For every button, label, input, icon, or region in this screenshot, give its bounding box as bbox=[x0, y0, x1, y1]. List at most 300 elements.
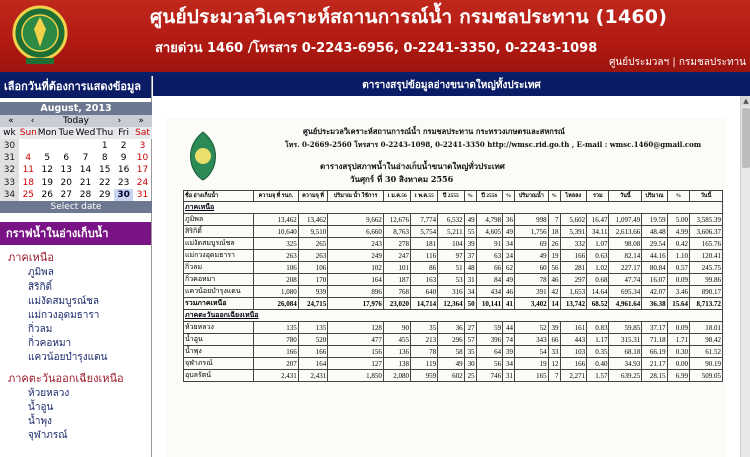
table-cell: 90.19 bbox=[690, 358, 723, 370]
week-number: 33 bbox=[0, 177, 19, 189]
table-cell: 24 bbox=[503, 250, 515, 262]
main-heading: ตารางสรุปข้อมูลอ่างขนาดใหญ่ทั้งประเทศ bbox=[153, 76, 750, 96]
table-cell: 164 bbox=[328, 274, 384, 286]
table-cell: 18.01 bbox=[690, 322, 723, 334]
table-cell: 106 bbox=[298, 262, 328, 274]
calendar-day[interactable]: 18 bbox=[22, 177, 35, 188]
calendar-day[interactable]: 26 bbox=[41, 190, 53, 201]
table-cell: 29.54 bbox=[642, 238, 667, 250]
table-cell: 12 bbox=[548, 358, 560, 370]
calendar-footer: Select date bbox=[0, 201, 152, 213]
table-cell: 106 bbox=[253, 262, 298, 274]
table-cell: 120.41 bbox=[690, 250, 723, 262]
table-cell: 39 bbox=[464, 238, 476, 250]
table-cell: 103 bbox=[560, 346, 587, 358]
table-cell: 227.17 bbox=[609, 262, 642, 274]
table-cell: 1.02 bbox=[587, 262, 609, 274]
table-cell: 51 bbox=[438, 262, 465, 274]
table-cell: 998 bbox=[515, 214, 549, 226]
table-cell: 135 bbox=[253, 322, 298, 334]
calendar-month-title: August, 2013 bbox=[0, 102, 152, 115]
reservoir-name: กิ่วลม bbox=[184, 262, 254, 274]
table-cell: 28.15 bbox=[642, 370, 667, 382]
calendar-day[interactable]: 31 bbox=[136, 190, 149, 201]
calendar-day[interactable]: 30 bbox=[114, 189, 133, 201]
calendar-day[interactable]: 27 bbox=[60, 190, 72, 201]
weekday-header: Sun bbox=[19, 128, 37, 139]
table-cell: 170 bbox=[298, 274, 328, 286]
calendar-day[interactable]: 2 bbox=[120, 140, 127, 151]
table-cell: 136 bbox=[383, 346, 410, 358]
table-cell: 35 bbox=[464, 346, 476, 358]
calendar-day[interactable]: 16 bbox=[117, 165, 130, 176]
table-cell: 80.84 bbox=[642, 262, 667, 274]
table-cell: 34 bbox=[503, 358, 515, 370]
calendar-day[interactable]: 19 bbox=[41, 177, 53, 188]
table-cell: 768 bbox=[383, 286, 410, 298]
table-cell: 30 bbox=[464, 358, 476, 370]
next-year-button[interactable]: » bbox=[138, 116, 144, 126]
table-cell: 959 bbox=[411, 370, 438, 382]
table-cell: 102 bbox=[328, 262, 384, 274]
table-cell: 7 bbox=[548, 370, 560, 382]
reservoir-name: รวมภาคเหนือ bbox=[184, 298, 254, 310]
column-header: ความจุ ที่ bbox=[298, 191, 328, 202]
calendar-day[interactable]: 14 bbox=[79, 165, 92, 176]
table-cell: 34.11 bbox=[587, 226, 609, 238]
report-document bbox=[165, 118, 725, 457]
table-row bbox=[184, 358, 723, 370]
table-cell: 53 bbox=[438, 274, 465, 286]
column-header: ชื่อ อ่างเก็บน้ำ bbox=[184, 191, 254, 202]
table-cell: 49 bbox=[503, 226, 515, 238]
table-cell: 46 bbox=[503, 286, 515, 298]
reservoir-table bbox=[183, 190, 723, 382]
calendar-day[interactable]: 22 bbox=[99, 177, 111, 188]
table-cell: 0.09 bbox=[667, 322, 689, 334]
calendar-day[interactable]: 23 bbox=[117, 177, 130, 188]
table-cell: 42.07 bbox=[642, 286, 667, 298]
week-number: 34 bbox=[0, 189, 19, 201]
table-cell: 163 bbox=[411, 274, 438, 286]
reservoir-name: จุฬาภรณ์ bbox=[184, 358, 254, 370]
table-cell: 63 bbox=[476, 250, 503, 262]
weekday-header: Wed bbox=[75, 128, 96, 139]
table-cell: 278 bbox=[383, 238, 410, 250]
dam-link[interactable]: สิริกิติ์ bbox=[28, 281, 53, 293]
table-cell: 44.16 bbox=[642, 250, 667, 262]
region-heading: ภาคตะวันออกเฉียงเหนือ bbox=[8, 371, 124, 385]
table-cell: 16.47 bbox=[587, 214, 609, 226]
table-cell: 161 bbox=[560, 322, 587, 334]
table-cell: 520 bbox=[298, 334, 328, 346]
table-cell: 33 bbox=[548, 346, 560, 358]
dam-link[interactable]: แม่งัดสมบูรณ์ชล bbox=[28, 295, 100, 307]
table-cell: 56 bbox=[548, 262, 560, 274]
table-cell: 3.46 bbox=[667, 286, 689, 298]
calendar-day[interactable]: 17 bbox=[136, 165, 149, 176]
table-cell: 1.71 bbox=[667, 334, 689, 346]
column-header: ปี 2556 bbox=[476, 191, 503, 202]
dam-link[interactable]: แม่กวงอุดมธารา bbox=[28, 309, 100, 321]
table-cell: 60 bbox=[515, 262, 549, 274]
table-row bbox=[184, 250, 723, 262]
table-cell: 49 bbox=[515, 250, 549, 262]
reservoir-name: แม่กวงอุดมธารา bbox=[184, 250, 254, 262]
table-cell: 78 bbox=[411, 346, 438, 358]
table-cell: 7 bbox=[548, 214, 560, 226]
table-cell: 68.52 bbox=[587, 298, 609, 310]
calendar-day[interactable]: 3 bbox=[139, 140, 146, 151]
table-cell: 54 bbox=[515, 346, 549, 358]
table-cell: 9,510 bbox=[298, 226, 328, 238]
table-cell: 97 bbox=[438, 250, 465, 262]
table-cell: 316 bbox=[438, 286, 465, 298]
table-cell: 249 bbox=[328, 250, 384, 262]
calendar-day[interactable]: 12 bbox=[41, 165, 53, 176]
table-cell: 477 bbox=[328, 334, 384, 346]
table-cell: 69 bbox=[515, 238, 549, 250]
region-list bbox=[0, 248, 151, 443]
date-heading: เลือกวันที่ต้องการแสดงข้อมูล bbox=[0, 76, 151, 98]
calendar-day[interactable]: 20 bbox=[60, 177, 72, 188]
calendar-day[interactable]: 11 bbox=[22, 165, 35, 176]
column-header: % bbox=[667, 191, 689, 202]
table-cell: 181 bbox=[411, 238, 438, 250]
weekday-header: Sat bbox=[133, 127, 152, 139]
table-cell: 780 bbox=[253, 334, 298, 346]
table-cell: 391 bbox=[515, 286, 549, 298]
dam-link[interactable]: กิ่วลม bbox=[28, 324, 53, 336]
table-cell: 165.76 bbox=[690, 238, 723, 250]
table-cell: 71.18 bbox=[642, 334, 667, 346]
column-header: ปริมาณ bbox=[642, 191, 667, 202]
table-cell: 14.64 bbox=[587, 286, 609, 298]
today-button[interactable]: Today bbox=[62, 116, 90, 126]
table-cell: 18 bbox=[548, 226, 560, 238]
table-cell: 5,602 bbox=[560, 214, 587, 226]
reservoir-name: สิริกิติ์ bbox=[184, 226, 254, 238]
table-cell: 0.83 bbox=[587, 322, 609, 334]
table-cell: 48 bbox=[464, 262, 476, 274]
table-cell: 135 bbox=[298, 322, 328, 334]
table-cell: 82.14 bbox=[609, 250, 642, 262]
prev-year-button[interactable]: « bbox=[8, 116, 14, 126]
reservoir-name: อุบลรัตน์ bbox=[184, 370, 254, 382]
reservoir-name: ห้วยหลวง bbox=[184, 322, 254, 334]
calendar-day bbox=[57, 139, 76, 151]
calendar-day[interactable]: 5 bbox=[44, 152, 51, 163]
dam-link[interactable]: น้ำอูน bbox=[28, 401, 54, 413]
table-cell: 47.74 bbox=[609, 274, 642, 286]
table-cell: 1.07 bbox=[587, 238, 609, 250]
table-cell: 52 bbox=[515, 322, 549, 334]
table-cell: 5,391 bbox=[560, 226, 587, 238]
table-cell: 164 bbox=[298, 358, 328, 370]
table-cell: 27 bbox=[464, 322, 476, 334]
rid-emblem-icon bbox=[185, 130, 221, 182]
total-row bbox=[184, 298, 723, 310]
table-cell: 90 bbox=[383, 322, 410, 334]
calendar-day[interactable]: 21 bbox=[79, 177, 92, 188]
table-cell: 49 bbox=[503, 274, 515, 286]
table-cell: 2,271 bbox=[560, 370, 587, 382]
section-label: ภาคเหนือ bbox=[184, 202, 723, 214]
table-cell: 5,211 bbox=[438, 226, 465, 238]
table-cell: 9,662 bbox=[328, 214, 384, 226]
table-row bbox=[184, 286, 723, 298]
calendar-week bbox=[0, 139, 152, 151]
table-cell: 455 bbox=[383, 334, 410, 346]
column-header: ไหลลง bbox=[560, 191, 587, 202]
table-cell: 325 bbox=[253, 238, 298, 250]
table-cell: 36.38 bbox=[642, 298, 667, 310]
table-row bbox=[184, 238, 723, 250]
calendar-day[interactable]: 9 bbox=[120, 152, 127, 163]
column-header: ความจุ ที่ รนก. bbox=[253, 191, 298, 202]
table-cell: 2,613.66 bbox=[609, 226, 642, 238]
table-cell: 8,763 bbox=[383, 226, 410, 238]
weekday-header: Mon bbox=[37, 128, 57, 139]
page-title: ศูนย์ประมวลวิเคราะห์สถานการณ์น้ำ กรมชลประทาน (1460) bbox=[150, 6, 668, 28]
table-cell: 59 bbox=[476, 322, 503, 334]
table-cell: 0.35 bbox=[587, 346, 609, 358]
weekday-header: Tue bbox=[58, 128, 74, 139]
table-cell: 98.42 bbox=[690, 334, 723, 346]
table-cell: 98.08 bbox=[609, 238, 642, 250]
table-cell: 37.17 bbox=[642, 322, 667, 334]
week-number: 31 bbox=[0, 152, 19, 164]
table-cell: 746 bbox=[476, 370, 503, 382]
reservoir-name: แควน้อยบำรุงแดน bbox=[184, 286, 254, 298]
section-row bbox=[184, 310, 723, 322]
table-cell: 66 bbox=[548, 334, 560, 346]
table-cell: 896 bbox=[328, 286, 384, 298]
doc-org-line: ศูนย์ประมวลวิเคราะห์สถานการณ์น้ำ กรมชลประทาน กระทรวงเกษตรและสหกรณ์ bbox=[303, 127, 565, 136]
column-header: % bbox=[503, 191, 515, 202]
table-cell: 0.40 bbox=[587, 358, 609, 370]
table-cell: 119 bbox=[411, 358, 438, 370]
table-cell: 49 bbox=[438, 358, 465, 370]
table-cell: 49 bbox=[464, 214, 476, 226]
graph-heading: กราฟน้ำในอ่างเก็บน้ำ bbox=[0, 222, 151, 245]
table-cell: 5.00 bbox=[667, 214, 689, 226]
next-month-button[interactable]: › bbox=[117, 116, 122, 126]
table-cell: 2,431 bbox=[298, 370, 328, 382]
calendar-day[interactable]: 8 bbox=[101, 152, 108, 163]
table-cell: 31 bbox=[464, 274, 476, 286]
table-cell: 84 bbox=[476, 274, 503, 286]
table-row bbox=[184, 274, 723, 286]
table-cell: 25 bbox=[464, 370, 476, 382]
table-cell: 3,585.39 bbox=[690, 214, 723, 226]
doc-contact-line: โทร. 0-2669-2560 โทรสาร 0-2243-1098, 0-2241-3350 http://wmsc.rid.go.th , E-mail : wmsc.1460@gmail.com bbox=[285, 140, 702, 149]
table-cell: 66.19 bbox=[642, 346, 667, 358]
table-cell: 74 bbox=[503, 334, 515, 346]
table-cell: 695.34 bbox=[609, 286, 642, 298]
doc-date-line: วันศุกร์ ที่ 30 สิงหาคม 2556 bbox=[350, 174, 454, 184]
table-cell: 23,020 bbox=[383, 298, 410, 310]
table-cell: 34.93 bbox=[609, 358, 642, 370]
calendar-week bbox=[0, 152, 152, 164]
table-cell: 14 bbox=[548, 298, 560, 310]
calendar-day[interactable]: 4 bbox=[25, 152, 32, 163]
hotline-text: สายด่วน 1460 /โทรสาร 0-2243-6956, 0-2241-3350, 0-2243-1098 bbox=[155, 41, 598, 56]
dam-link[interactable]: กิ่วคอหมา bbox=[28, 338, 72, 350]
calendar-day[interactable]: 6 bbox=[63, 152, 70, 163]
table-cell: 86 bbox=[411, 262, 438, 274]
table-cell: 58 bbox=[438, 346, 465, 358]
table-cell: 14,714 bbox=[411, 298, 438, 310]
scrollbar[interactable] bbox=[740, 96, 750, 457]
table-cell: 48.48 bbox=[642, 226, 667, 238]
table-cell: 99.86 bbox=[690, 274, 723, 286]
calendar-day[interactable]: 13 bbox=[60, 165, 72, 176]
table-cell: 166 bbox=[298, 346, 328, 358]
table-cell: 166 bbox=[560, 358, 587, 370]
table-cell: 116 bbox=[411, 250, 438, 262]
table-cell: 15.64 bbox=[667, 298, 689, 310]
table-cell: 296 bbox=[438, 334, 465, 346]
reservoir-name: น้ำอูน bbox=[184, 334, 254, 346]
table-cell: 50 bbox=[464, 298, 476, 310]
column-header: ปริมาณ น้ำ ใช้การ bbox=[328, 191, 384, 202]
table-cell: 19.59 bbox=[642, 214, 667, 226]
table-cell: 17,976 bbox=[328, 298, 384, 310]
weekday-header: Thu bbox=[96, 128, 114, 139]
calendar-week bbox=[0, 164, 152, 176]
table-cell: 281 bbox=[560, 262, 587, 274]
weekday-header: Fri bbox=[114, 127, 133, 139]
dam-link[interactable]: ภูมิพล bbox=[28, 267, 54, 279]
table-cell: 166 bbox=[560, 250, 587, 262]
table-cell: 1,850 bbox=[328, 370, 384, 382]
table-cell: 1.57 bbox=[587, 370, 609, 382]
link-center[interactable]: ศูนย์ประมวลฯ bbox=[609, 57, 670, 68]
table-cell: 0.57 bbox=[667, 262, 689, 274]
main-content bbox=[153, 76, 750, 457]
table-cell: 36 bbox=[438, 322, 465, 334]
table-cell: 640 bbox=[411, 286, 438, 298]
table-cell: 890.17 bbox=[690, 286, 723, 298]
table-cell: 78 bbox=[515, 274, 549, 286]
scroll-thumb[interactable] bbox=[742, 108, 750, 168]
table-cell: 8,713.72 bbox=[690, 298, 723, 310]
calendar-week bbox=[0, 177, 152, 189]
table-cell: 1,097.49 bbox=[609, 214, 642, 226]
table-cell: 62 bbox=[503, 262, 515, 274]
calendar-week bbox=[0, 189, 152, 201]
table-cell: 46 bbox=[548, 274, 560, 286]
calendar-day[interactable]: 28 bbox=[79, 190, 92, 201]
region-heading: ภาคเหนือ bbox=[8, 251, 54, 265]
scroll-up-icon[interactable]: ▲ bbox=[741, 96, 750, 106]
table-cell: 263 bbox=[253, 250, 298, 262]
table-cell: 166 bbox=[253, 346, 298, 358]
table-cell: 12,676 bbox=[383, 214, 410, 226]
table-cell: 207 bbox=[253, 358, 298, 370]
table-cell: 208 bbox=[253, 274, 298, 286]
table-cell: 36 bbox=[503, 214, 515, 226]
column-header: 1 ม.ค.56 bbox=[383, 191, 410, 202]
dam-link[interactable]: แควน้อยบำรุงแดน bbox=[28, 352, 108, 364]
dam-link[interactable]: จุฬาภรณ์ bbox=[28, 430, 68, 442]
table-row bbox=[184, 346, 723, 358]
table-cell: 396 bbox=[476, 334, 503, 346]
table-cell: 13,462 bbox=[253, 214, 298, 226]
table-cell: 3,606.37 bbox=[690, 226, 723, 238]
table-cell: 4,798 bbox=[476, 214, 503, 226]
table-cell: 0.68 bbox=[587, 274, 609, 286]
table-cell: 26 bbox=[548, 238, 560, 250]
column-header: วันนี้ bbox=[609, 191, 642, 202]
table-cell: 138 bbox=[383, 358, 410, 370]
table-cell: 42 bbox=[548, 286, 560, 298]
table-cell: 4,605 bbox=[476, 226, 503, 238]
table-row bbox=[184, 334, 723, 346]
rid-logo-icon bbox=[8, 3, 72, 67]
dam-link[interactable]: ห้วยหลวง bbox=[28, 387, 70, 399]
calendar-day[interactable]: 29 bbox=[99, 190, 111, 201]
table-cell: 1,080 bbox=[253, 286, 298, 298]
table-row bbox=[184, 226, 723, 238]
site-header bbox=[0, 0, 750, 72]
table-row bbox=[184, 322, 723, 334]
calendar-day[interactable]: 24 bbox=[136, 177, 149, 188]
prev-month-button[interactable]: ‹ bbox=[30, 116, 35, 126]
table-cell: 156 bbox=[328, 346, 384, 358]
doc-table-title: ตารางสรุปสภาพน้ำในอ่างเก็บน้ำขนาดใหญ่ทั่วประเทศ bbox=[320, 161, 505, 171]
dam-link[interactable]: น้ำพุง bbox=[28, 416, 52, 428]
link-rid[interactable]: กรมชลประทาน bbox=[678, 57, 746, 68]
week-number: 30 bbox=[0, 139, 19, 151]
column-header: วันนี้ bbox=[690, 191, 723, 202]
table-cell: 1,653 bbox=[560, 286, 587, 298]
weekday-header: wk bbox=[0, 127, 19, 139]
table-cell: 66 bbox=[476, 262, 503, 274]
table-cell: 44 bbox=[503, 322, 515, 334]
calendar-day[interactable]: 7 bbox=[82, 152, 89, 163]
column-header: ปี 2555 bbox=[438, 191, 465, 202]
table-cell: 0.63 bbox=[587, 250, 609, 262]
table-cell: 7,774 bbox=[411, 214, 438, 226]
table-cell: 5,754 bbox=[411, 226, 438, 238]
table-cell: 509.05 bbox=[690, 370, 723, 382]
calendar-day[interactable]: 10 bbox=[136, 152, 149, 163]
table-cell: 10,640 bbox=[253, 226, 298, 238]
table-cell: 39 bbox=[548, 322, 560, 334]
table-row bbox=[184, 262, 723, 274]
calendar-day[interactable]: 15 bbox=[99, 165, 111, 176]
calendar-day bbox=[38, 139, 57, 151]
column-header: % bbox=[464, 191, 476, 202]
calendar-day[interactable]: 25 bbox=[22, 190, 35, 201]
table-cell: 61.52 bbox=[690, 346, 723, 358]
table-cell: 37 bbox=[464, 250, 476, 262]
table-cell: 16.07 bbox=[642, 274, 667, 286]
calendar-day bbox=[76, 139, 96, 151]
table-cell: 91 bbox=[476, 238, 503, 250]
table-cell: 0.09 bbox=[667, 274, 689, 286]
table-cell: 0.30 bbox=[667, 346, 689, 358]
table-cell: 1,756 bbox=[515, 226, 549, 238]
table-row bbox=[184, 214, 723, 226]
calendar-day[interactable]: 1 bbox=[101, 140, 108, 151]
table-cell: 443 bbox=[560, 334, 587, 346]
table-cell: 1.17 bbox=[587, 334, 609, 346]
calendar-nav bbox=[0, 115, 152, 127]
sidebar bbox=[0, 76, 152, 457]
